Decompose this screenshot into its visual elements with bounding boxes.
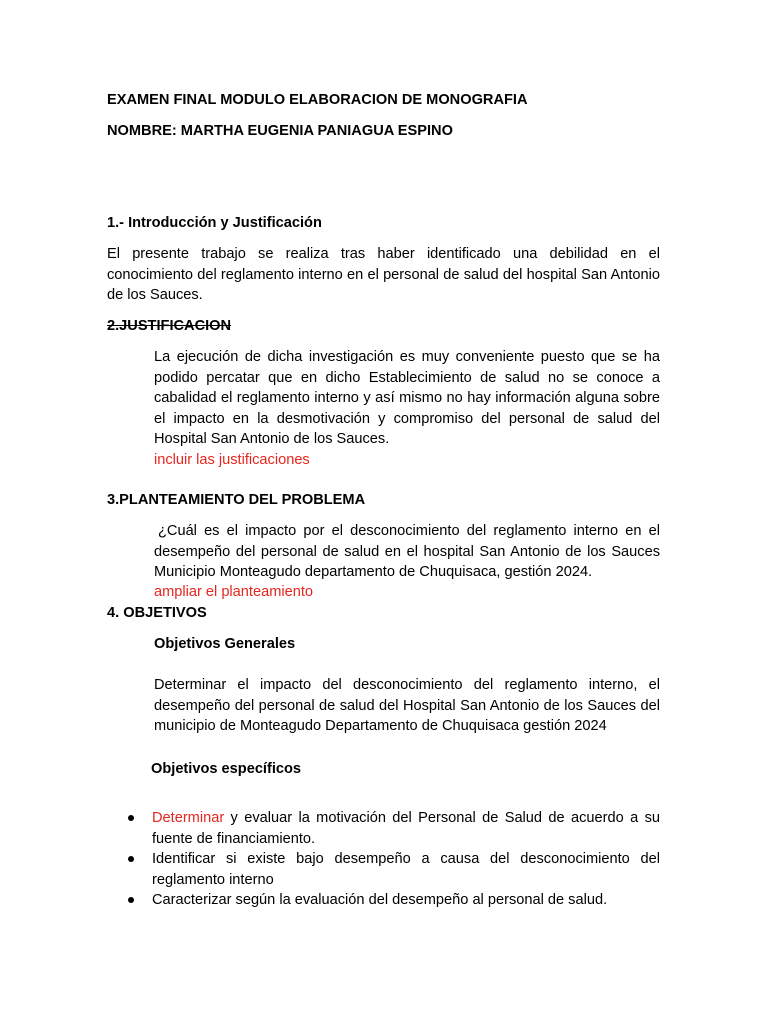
objectives-general-heading: Objetivos Generales [154,636,296,652]
section4-heading: 4. OBJETIVOS [107,605,207,621]
list-item-text: y evaluar la motivación del Personal de Salud de acuerdo a su fuente de financiamiento. [152,810,660,847]
section1-heading: 1.- Introducción y Justificación [107,215,322,231]
exam-title: EXAMEN FINAL MODULO ELABORACION DE MONOGRAFIA [107,92,528,108]
list-item-text: Caracterizar según la evaluación del desempeño al personal de salud. [152,892,608,908]
list-item-text: Identificar si existe bajo desempeño a causa del desconocimiento del reglamento interno [152,851,660,888]
section1-body: El presente trabajo se realiza tras haber identificado una debilidad en el conocimiento del reglamento interno en el personal de salud del hospital San Antonio de los Sauces. [107,246,660,304]
section2-comment: incluir las justificaciones [154,452,310,468]
section3-comment: ampliar el planteamiento [154,584,313,600]
objectives-specific-heading: Objetivos específicos [151,761,302,777]
section2-heading: 2.JUSTIFICACION [107,318,232,334]
list-item [152,890,660,911]
section3-body: ¿Cuál es el impacto por el desconocimiento del reglamento interno en el desempeño del personal de salud en el hospital San Antonio de los Sauces Municipio Monteagudo departamento de Chuquisaca, gestión 2024. [154,523,660,581]
section2-body: La ejecución de dicha investigación es muy conveniente puesto que se ha podido percatar que en dicho Establecimiento de salud no se conoce a cabalidad el reglamento interno y así mismo no hay información alguna sobre el impacto en la desmotivación y compromiso del personal de salud del Hospital San Antonio de los Sauces. [154,349,660,448]
highlighted-word: Determinar [152,810,225,826]
bullet-icon [128,856,134,862]
list-item [152,808,660,849]
bullet-icon [128,897,134,903]
list-item [152,849,660,890]
objectives-general-body: Determinar el impacto del desconocimiento del reglamento interno, el desempeño del personal de salud del Hospital San Antonio de los Sauces del municipio de Monteagudo Departamento de Chuquisaca gestión 2024 [154,677,660,735]
bullet-icon [128,815,134,821]
section3-heading: 3.PLANTEAMIENTO DEL PROBLEMA [107,492,366,508]
student-name: NOMBRE: MARTHA EUGENIA PANIAGUA ESPINO [107,123,453,139]
